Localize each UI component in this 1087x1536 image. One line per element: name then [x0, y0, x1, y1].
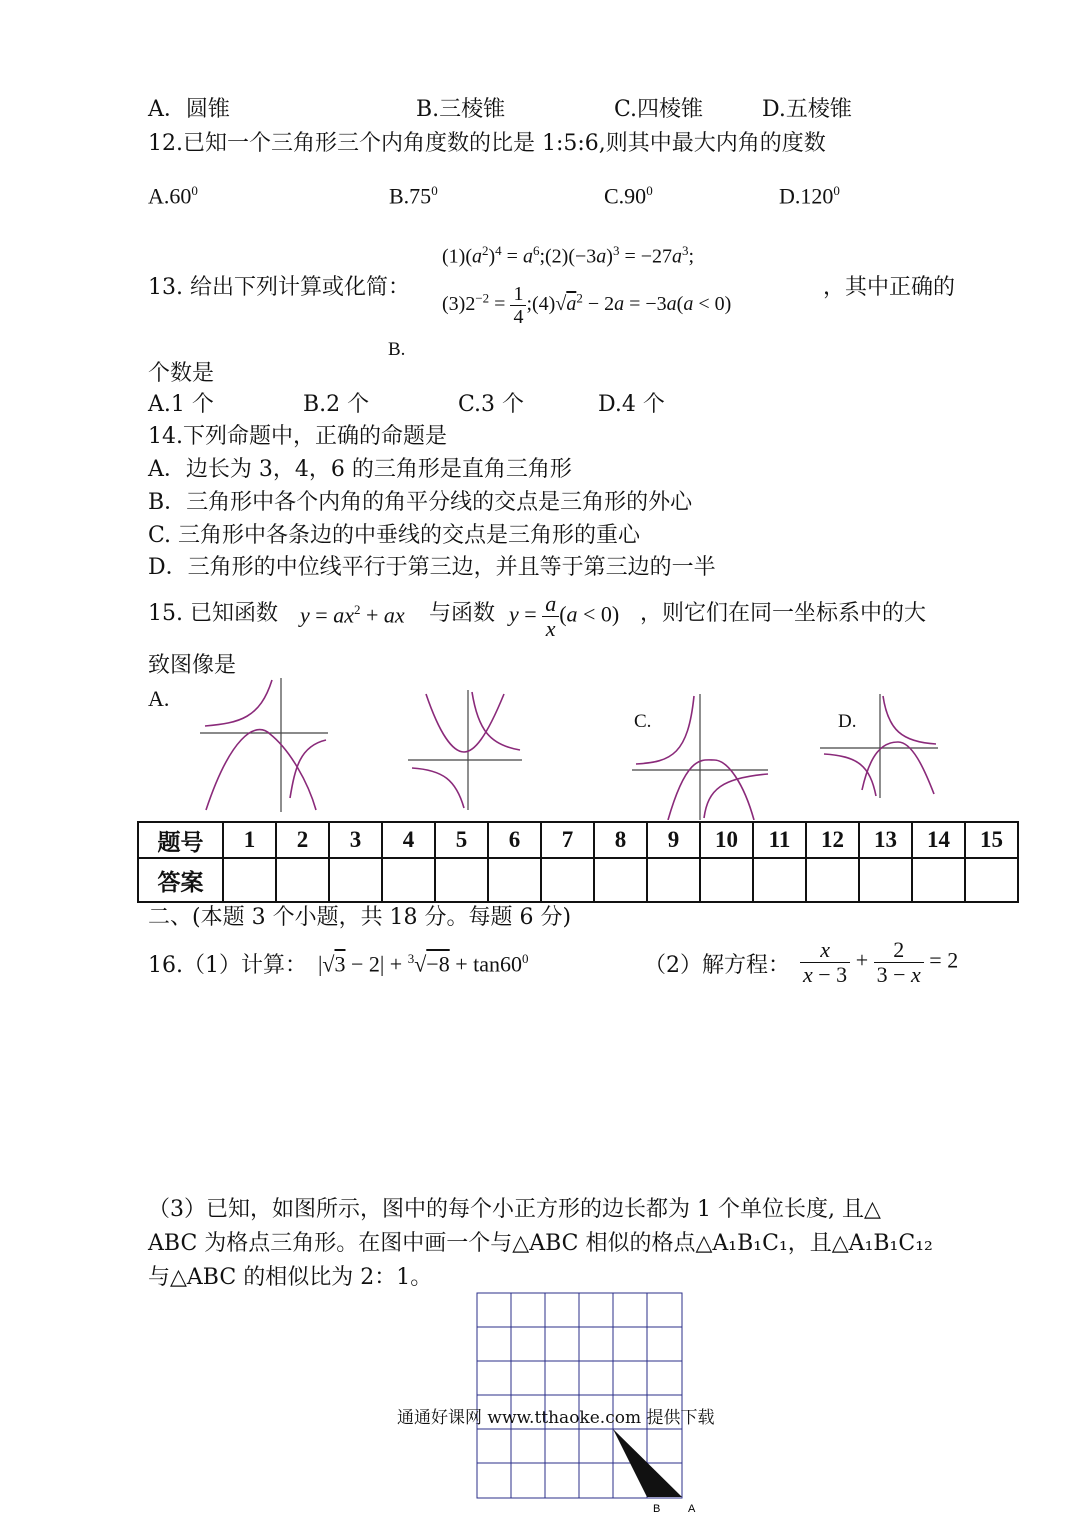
graph-c-hyperbola-left: [636, 696, 694, 764]
answer-cell[interactable]: [329, 858, 382, 902]
graph-c: [632, 694, 770, 820]
q14-stem: 14.下列命题中，正确的命题是: [148, 424, 447, 449]
answer-cell[interactable]: [965, 858, 1018, 902]
answer-cell[interactable]: [435, 858, 488, 902]
graph-d-hyperbola-left: [824, 754, 876, 796]
answer-table-number-cell: 8: [594, 822, 647, 858]
q14-option-b: B．三角形中各个内角的角平分线的交点是三角形的外心: [148, 490, 693, 515]
answer-table-row1-header: 题号: [138, 822, 223, 858]
answer-cell[interactable]: [912, 858, 965, 902]
answer-cell[interactable]: [647, 858, 700, 902]
answer-table-number-cell: 11: [753, 822, 806, 858]
q15-stem-continued: 致图像是: [148, 653, 237, 678]
q16-part3-line1: （3）已知，如图所示，图中的每个小正方形的边长都为 1 个单位长度, 且△: [148, 1197, 881, 1222]
answer-cell[interactable]: [859, 858, 912, 902]
answer-table-row2-header: 答案: [138, 858, 223, 902]
q13-stray-label: B.: [388, 339, 406, 360]
q16-part1-expression: $|√3 - 2| + ^3√-8 + \tan 60^0$: [318, 951, 529, 977]
answer-cell[interactable]: [753, 858, 806, 902]
q12-stem: 12.已知一个三角形三个内角度数的比是 1:5:6,则其中最大内角的度数: [148, 131, 826, 156]
q16-part3-line2: ABC 为格点三角形。在图中画一个与△ABC 相似的格点△A₁B₁C₁，且△A₁B₁C₁₂: [148, 1231, 933, 1256]
q15-prefix: 15. 已知函数: [148, 601, 278, 626]
q13-option-a: A.1 个: [148, 392, 214, 417]
graph-label-a: A.: [148, 686, 170, 711]
q11-option-a: A．圆锥: [148, 97, 230, 122]
q12-option-d: D.120$^0$: [779, 183, 840, 209]
answer-table-number-cell: 7: [541, 822, 594, 858]
vertex-label-b: B: [653, 1503, 661, 1515]
q16-part3-line3: 与△ABC 的相似比为 2：1。: [148, 1265, 433, 1290]
q15-mid: 与函数: [429, 601, 496, 626]
answer-cell[interactable]: [488, 858, 541, 902]
q15-suffix: ，则它们在同一坐标系中的大: [640, 601, 927, 626]
q12-option-b: $B.75^0$: [389, 183, 438, 209]
answer-table-number-cell: 2: [276, 822, 329, 858]
answer-cell[interactable]: [382, 858, 435, 902]
q14-option-d: D．三角形的中位线平行于第三边，并且等于第三边的一半: [148, 555, 716, 580]
answer-table-number-cell: 5: [435, 822, 488, 858]
graph-a-hyperbola-left: [205, 680, 272, 726]
graph-a: [200, 678, 330, 812]
answer-table-number-cell: 1: [223, 822, 276, 858]
q13-option-b: B.2 个: [303, 392, 370, 417]
answer-cell[interactable]: [700, 858, 753, 902]
section2-title: 二、(本题 3 个小题，共 18 分。每题 6 分): [148, 905, 572, 930]
q16-part2-label: （2）解方程：: [644, 953, 790, 978]
q13-formula-line2: $(3)2^{-2}$ = $\frac{1}{4}$ $;(4)√a^2 - 2a = -3a(a < 0)$: [442, 283, 732, 328]
answer-table-number-cell: 3: [329, 822, 382, 858]
q13-stem-continued: 个数是: [148, 361, 215, 386]
q11-option-c: C.四棱锥: [614, 97, 704, 122]
q13-formula-line1: $(1)(a^2)^4$ = $a^6;(2)(-3a)^3 = -27a^3$;: [442, 243, 695, 268]
graph-b-parabola: [426, 694, 504, 752]
graph-label-d: D.: [838, 711, 857, 732]
q16-part2-equation: $\frac{x}{x - 3}$ + $\frac{2}{3 - x}$ = 2: [800, 938, 958, 987]
answer-table-number-row: [138, 822, 1018, 858]
q15-function-2: y = $\frac{a}{x}$ (a < 0): [509, 591, 620, 642]
graph-b-hyperbola-left: [412, 768, 464, 808]
answer-table: [137, 821, 1019, 903]
answer-table-number-cell: 14: [912, 822, 965, 858]
q15-function-1: $y = ax^2$ + ax: [300, 602, 405, 628]
graph-b: [408, 690, 523, 810]
q13-option-d: D.4 个: [598, 392, 665, 417]
graph-d: [820, 694, 940, 798]
q11-option-d: D.五棱锥: [762, 97, 852, 122]
q16-part1-label: 16.（1）计算：: [148, 953, 307, 978]
answer-table-number-cell: 6: [488, 822, 541, 858]
answer-table-answer-row: [138, 858, 1018, 902]
answer-cell[interactable]: [541, 858, 594, 902]
answer-table-number-cell: 10: [700, 822, 753, 858]
graph-c-parabola: [668, 760, 754, 820]
q12-option-a: $A.60^0$: [148, 183, 198, 209]
answer-table-number-cell: 12: [806, 822, 859, 858]
graph-a-parabola: [206, 730, 316, 810]
answer-table-number-cell: 13: [859, 822, 912, 858]
graph-label-c: C.: [634, 711, 652, 732]
q14-option-c: C. 三角形中各条边的中垂线的交点是三角形的重心: [148, 523, 641, 548]
footer-watermark: 通通好课网 www.tthaoke.com 提供下载: [397, 1408, 715, 1428]
answer-cell[interactable]: [276, 858, 329, 902]
answer-table-number-cell: 9: [647, 822, 700, 858]
lattice-grid: [470, 1288, 710, 1518]
q13-option-c: C.3 个: [458, 392, 525, 417]
answer-cell[interactable]: [594, 858, 647, 902]
vertex-label-a: A: [688, 1503, 696, 1515]
answer-table-number-cell: 15: [965, 822, 1018, 858]
q14-option-a: A．边长为 3，4，6 的三角形是直角三角形: [148, 457, 572, 482]
answer-cell[interactable]: [223, 858, 276, 902]
graph-d-hyperbola-right: [883, 696, 936, 744]
answer-cell[interactable]: [806, 858, 859, 902]
q13-suffix: ，其中正确的: [823, 275, 956, 300]
answer-table-number-cell: 4: [382, 822, 435, 858]
q12-option-c: $C.90^0$: [604, 183, 653, 209]
q13-prefix: 13. 给出下列计算或化简：: [148, 275, 410, 300]
graph-c-hyperbola-right: [704, 774, 768, 818]
q11-option-b: B.三棱锥: [416, 97, 506, 122]
